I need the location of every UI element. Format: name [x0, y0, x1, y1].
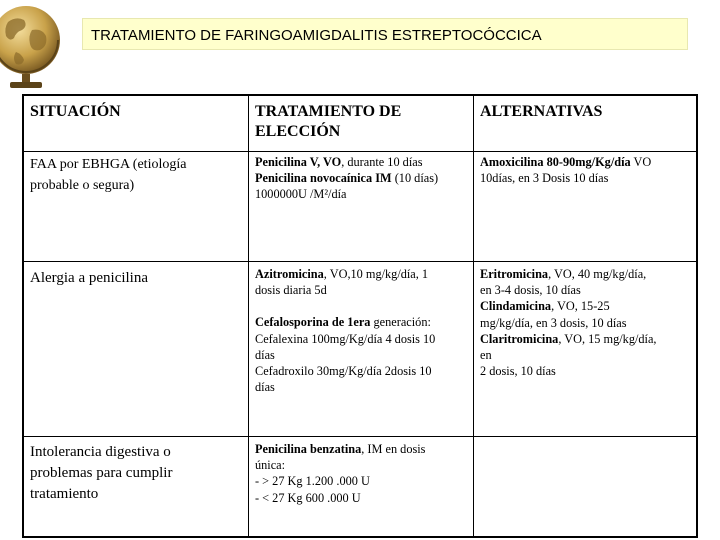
header-tratamiento: TRATAMIENTO DE ELECCIÓN — [255, 103, 402, 140]
header-situacion: SITUACIÓN — [30, 103, 121, 120]
globe-icon — [0, 0, 66, 92]
column-divider — [248, 96, 249, 536]
row2-alternativas: Eritromicina, VO, 40 mg/kg/día, en 3-4 dosis, 10 días Clindamicina, VO, 15-25 mg/kg/día, en 3 dosis, 10 días Claritromicina, VO, 15 mg/kg/día, en 2 dosis, 10 días — [480, 267, 657, 379]
row3-situacion: Intolerancia digestiva o problemas para cumplir tratamiento — [30, 444, 173, 502]
row1-alternativas: Amoxicilina 80-90mg/Kg/día VO 10días, en 3 Dosis 10 días — [480, 155, 652, 186]
row2-situacion: Alergia a penicilina — [30, 270, 149, 286]
row1-situacion: FAA por EBHGA (etiología probable o segura) — [30, 157, 187, 193]
column-divider — [473, 96, 474, 536]
row-divider — [24, 151, 696, 152]
page-title: TRATAMIENTO DE FARINGOAMIGDALITIS ESTREPTOCÓCCICA — [91, 27, 542, 44]
header-alternativas: ALTERNATIVAS — [480, 103, 603, 120]
row3-tratamiento: Penicilina benzatina, IM en dosis única: - > 27 Kg 1.200 .000 U - < 27 Kg 600 .000 U — [255, 442, 426, 505]
row-divider — [24, 261, 696, 262]
row2-tratamiento: Azitromicina, VO,10 mg/kg/día, 1 dosis diaria 5d Cefalosporina de 1era generación: Cefalexina 100mg/Kg/día 4 dosis 10 días Cefadroxilo 30mg/Kg/día 2dosis 10 días — [255, 267, 436, 395]
row1-tratamiento: Penicilina V, VO, durante 10 días Penicilina novocaínica IM (10 días) 1000000U /M²/día — [255, 155, 439, 202]
title-bar — [82, 18, 688, 50]
treatment-table — [22, 94, 698, 538]
row-divider — [24, 436, 696, 437]
